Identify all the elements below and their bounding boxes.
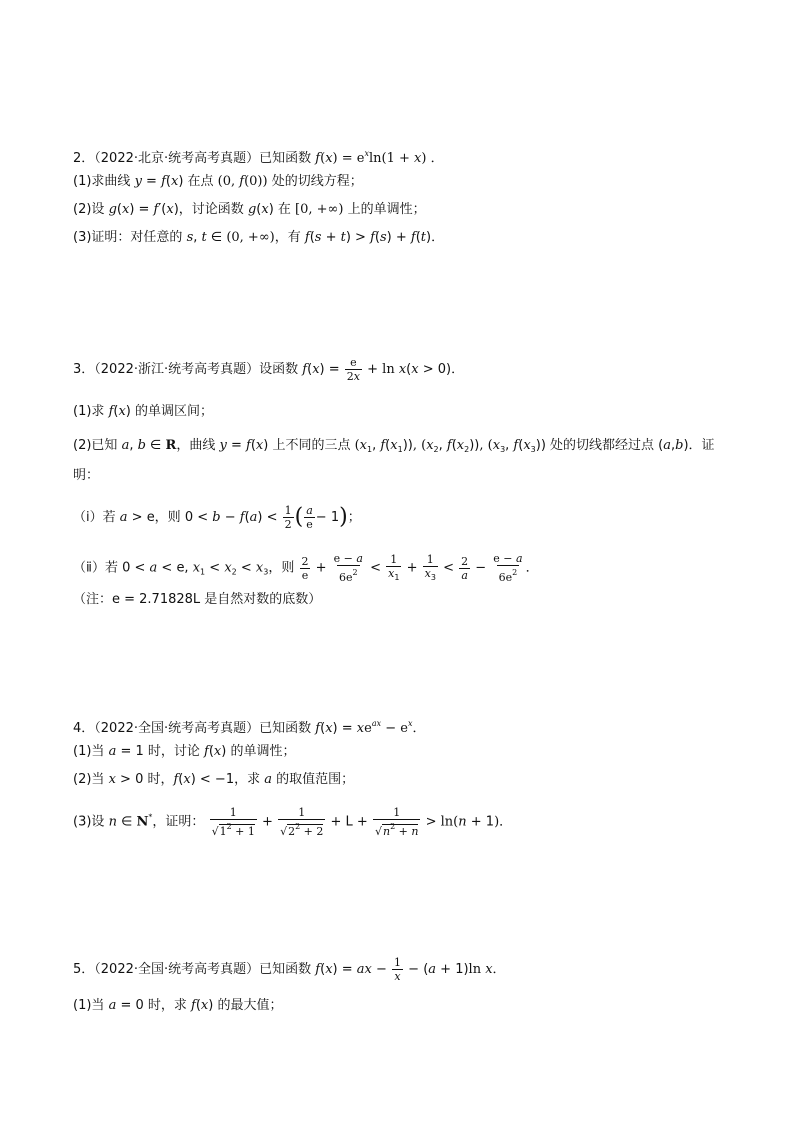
problem-2-part-3: (3)证明：对任意的 s, t ∈ (0, +∞)，有 f(s + t) > f(s) + f(t)． [73, 230, 445, 245]
problem-4-part-1: (1)当 a = 1 时，讨论 f(x) 的单调性； [73, 744, 296, 759]
problem-5-part-1: (1)当 a = 0 时，求 f(x) 的最大值； [73, 998, 283, 1013]
problem-3-note: （注：e = 2.71828L 是自然对数的底数） [73, 592, 322, 607]
problem-3-part-2-ii: （ⅱ）若 0 < a < e, $x_1 < x_2 < x_3$，则 $\frac{2}{e}$ + $\frac{e - a}{6e^2}$ < $\frac{1}{x_1}$ + $\frac{1}{x_3}$ < $\frac{2}{a}$ − $\frac{e - a}{6e^2}$ ． [73, 552, 539, 584]
problem-2-stem: 2．（2022·北京·统考高考真题）已知函数 $f(x) = e^x\ln(1 + x)$ ． [73, 149, 444, 166]
problem-2-function: f [315, 151, 321, 166]
problem-4-part-3: (3)设 n ∈ N*，证明： $\frac{1}{√1^2 + 1}$ + $\frac{1}{√2^2 + 2}$ + L + $\frac{1}{√n^2 + n}$ > ln(n + 1)． [73, 806, 513, 838]
problem-2-part-2: (2)设 g(x) = f′(x)，讨论函数 g(x) 在 [0, +∞) 上的单调性； [73, 202, 426, 217]
problem-4-stem: 4．（2022·全国·统考高考真题）已知函数 $f(x) = xe^{ax} - e^x$． [73, 719, 426, 736]
problem-3-part-2-i: （ⅰ）若 a > e，则 0 < b − f(a) < $\frac{1}{2}$ ( $\frac{a}{e}$ − 1)； [73, 504, 361, 531]
problem-2-part-1: (1)求曲线 y = f(x) 在点 (0, f(0)) 处的切线方程； [73, 174, 363, 189]
problem-3-part-2: (2)已知 a, b ∈ R，曲线 y = f(x) 上不同的三点 ($x_1$, $f(x_1)$), ($x_2$, $f(x_2)$), ($x_3$, $f(x_3)$) 处的切线都经过点 (a,b)．证 [73, 438, 715, 454]
problem-3-part-1: (1)求 f(x) 的单调区间； [73, 404, 214, 419]
problem-3-part-2-cont: 明： [73, 468, 100, 483]
problem-4-part-2: (2)当 x > 0 时，f(x) < −1，求 a 的取值范围； [73, 772, 355, 787]
problem-3-stem: 3．（2022·浙江·统考高考真题）设函数 f(x) = $\frac{e}{2x}$ + ln x(x > 0)． [73, 356, 465, 383]
problem-5-stem: 5．（2022·全国·统考高考真题）已知函数 f(x) = ax − $\frac{1}{x}$ − (a + 1)ln x． [73, 956, 506, 983]
fraction: $\frac{e}{2x}$ [346, 356, 360, 383]
